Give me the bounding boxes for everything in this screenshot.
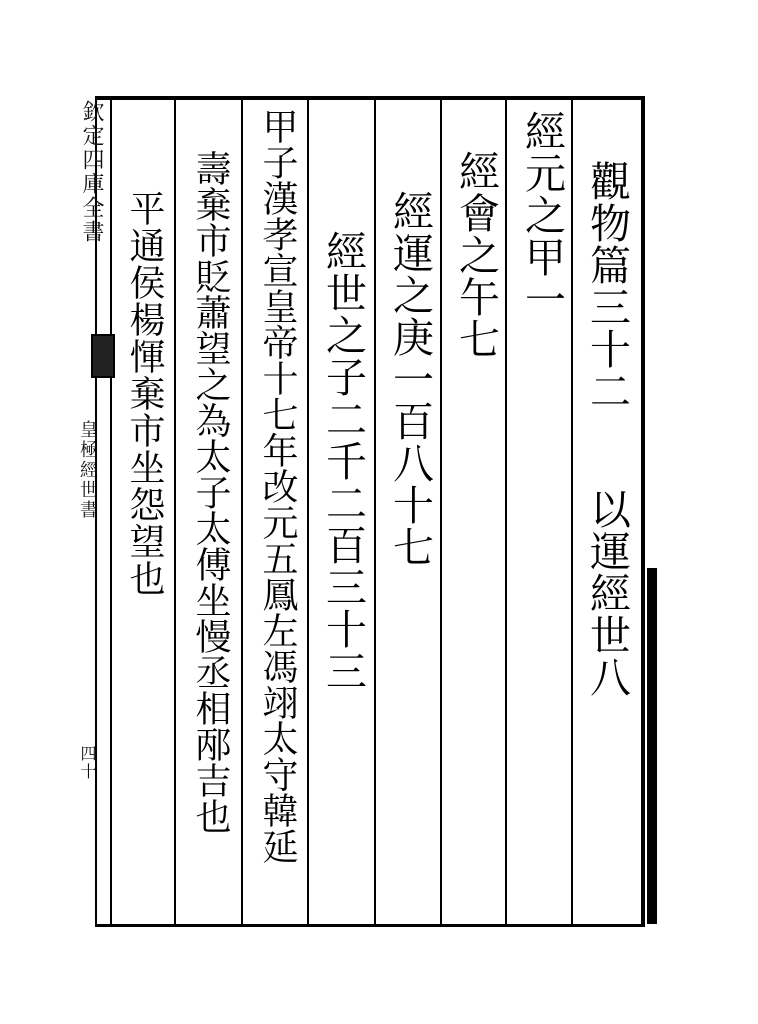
column-rule bbox=[307, 100, 309, 924]
margin-fishtail bbox=[91, 334, 115, 378]
column-rule bbox=[110, 100, 112, 924]
chapter-subtitle: 以運經世八 bbox=[583, 488, 631, 698]
frame-top-border bbox=[95, 96, 645, 100]
column-rule bbox=[440, 100, 442, 924]
text-column-3: 經運之庚一百八十七 bbox=[386, 190, 434, 568]
column-rule bbox=[571, 100, 573, 924]
frame-bottom-border bbox=[95, 924, 645, 927]
column-rule bbox=[374, 100, 376, 924]
margin-section-title: 皇極經世書 bbox=[77, 420, 98, 520]
margin-book-title: 欽定四庫全書 bbox=[79, 100, 104, 244]
frame-right-border bbox=[641, 96, 645, 927]
text-column-2: 經會之午七 bbox=[452, 150, 500, 360]
column-rule bbox=[241, 100, 243, 924]
text-column-6: 壽棄市貶蕭望之為太子太傅坐慢丞相邴吉也 bbox=[190, 150, 231, 834]
column-rule bbox=[505, 100, 507, 924]
gutter-shadow bbox=[647, 568, 657, 924]
text-column-5: 甲子漢孝宣皇帝十七年改元五鳳左馮翊太守韓延 bbox=[257, 108, 298, 864]
text-column-7: 平通侯楊惲棄市坐怨望也 bbox=[124, 190, 165, 597]
column-rule bbox=[174, 100, 176, 924]
margin-leaf-number: 四十 bbox=[78, 745, 97, 781]
text-column-4: 經世之子二千二百三十三 bbox=[319, 230, 367, 692]
text-column-1: 經元之甲一 bbox=[518, 110, 566, 320]
chapter-title: 觀物篇三十二 bbox=[583, 160, 631, 412]
